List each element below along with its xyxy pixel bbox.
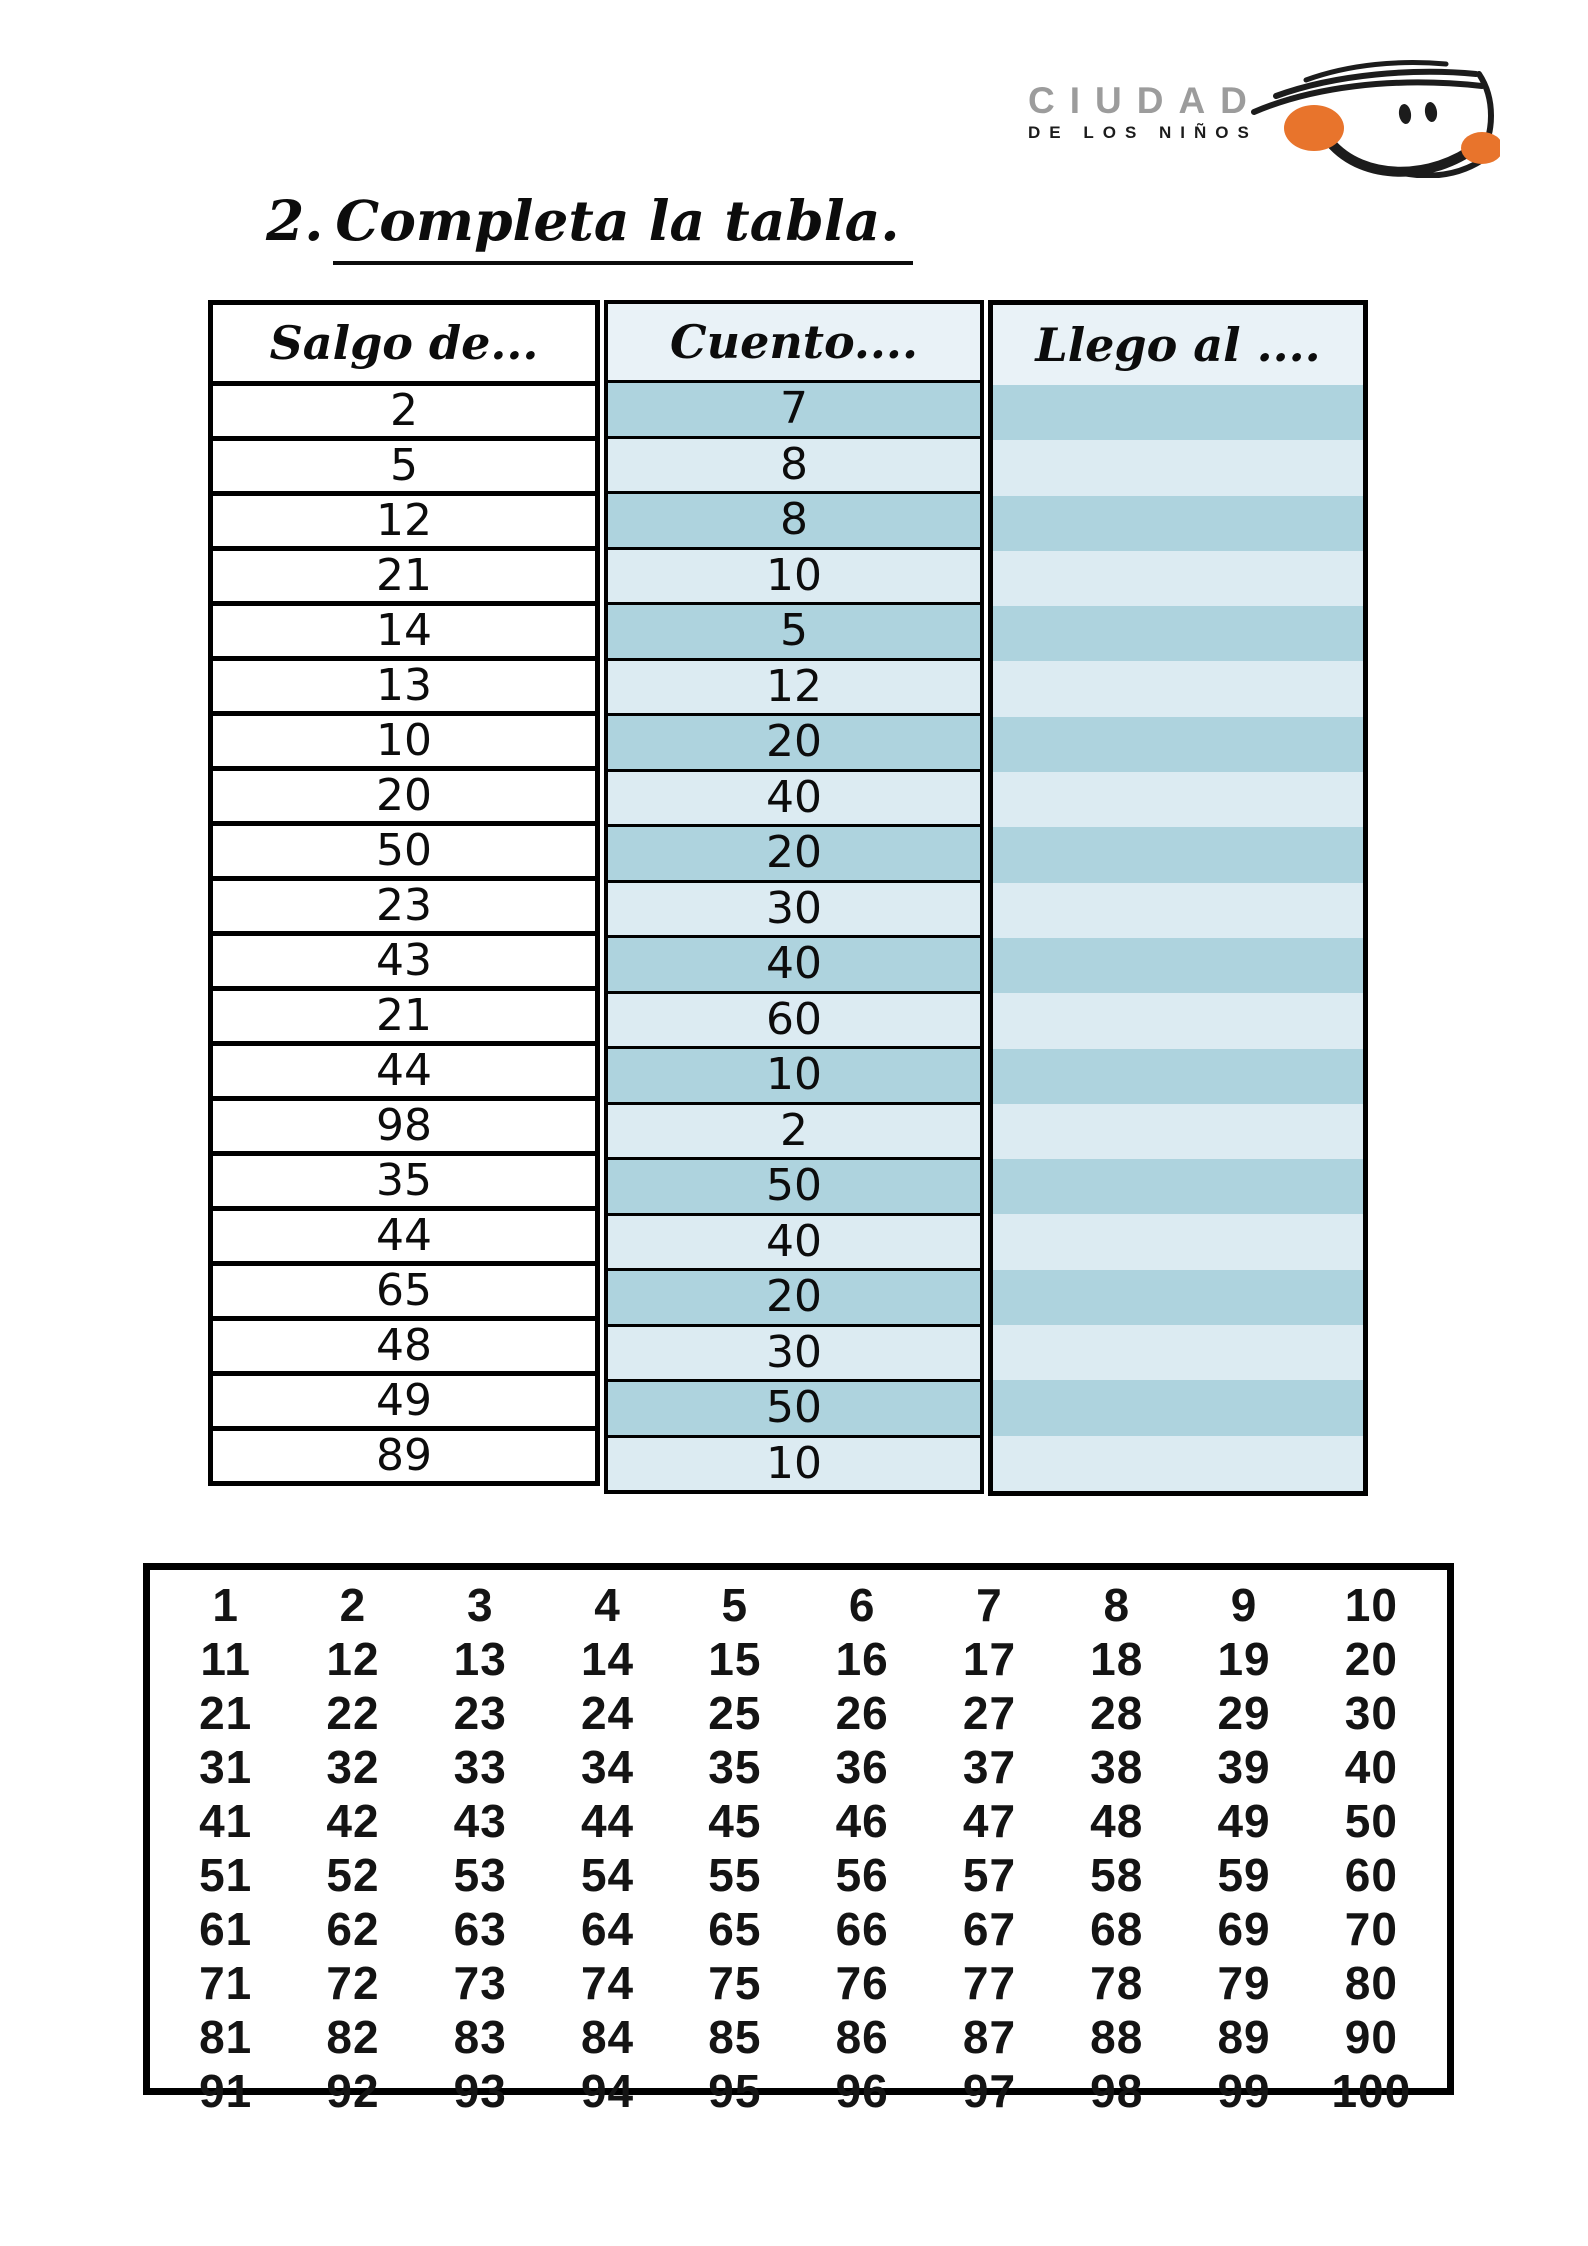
column-llego — [988, 300, 1368, 1496]
llego-blank-cell — [993, 385, 1363, 440]
grid-number: 83 — [453, 2011, 507, 2063]
cuento-cell: 40 — [608, 1216, 980, 1272]
grid-number: 86 — [835, 2011, 889, 2063]
grid-number: 49 — [1217, 1795, 1271, 1847]
logo-text — [1028, 52, 1262, 141]
grid-number: 78 — [1090, 1957, 1144, 2009]
grid-number: 59 — [1217, 1849, 1271, 1901]
grid-number: 52 — [326, 1849, 380, 1901]
cuento-cell: 12 — [608, 661, 980, 717]
grid-number: 56 — [835, 1849, 889, 1901]
grid-number: 21 — [199, 1687, 253, 1739]
llego-blank-cell — [993, 1214, 1363, 1269]
grid-number: 19 — [1217, 1633, 1271, 1685]
column-salgo-body — [213, 386, 595, 1481]
title-text: Completa la tabla. — [333, 188, 913, 265]
grid-number: 96 — [835, 2065, 889, 2117]
llego-blank-cell — [993, 1436, 1363, 1491]
grid-number: 62 — [326, 1903, 380, 1955]
grid-number: 95 — [708, 2065, 762, 2117]
llego-blank-cell — [993, 1159, 1363, 1214]
grid-number: 29 — [1217, 1687, 1271, 1739]
cuento-cell: 5 — [608, 605, 980, 661]
grid-number: 58 — [1090, 1849, 1144, 1901]
grid-number: 44 — [580, 1795, 635, 1847]
salgo-cell: 21 — [213, 551, 595, 606]
llego-blank-cell — [993, 496, 1363, 551]
grid-number: 16 — [835, 1633, 889, 1685]
grid-number: 92 — [326, 2065, 380, 2117]
grid-number: 50 — [1344, 1795, 1398, 1847]
salgo-cell: 65 — [213, 1266, 595, 1321]
salgo-cell: 43 — [213, 936, 595, 991]
grid-number: 72 — [326, 1957, 380, 2009]
llego-blank-cell — [993, 1325, 1363, 1380]
salgo-cell: 44 — [213, 1046, 595, 1101]
page-title — [266, 188, 913, 265]
grid-number: 31 — [199, 1741, 253, 1793]
cuento-cell: 50 — [608, 1382, 980, 1438]
grid-number: 76 — [835, 1957, 889, 2009]
grid-number: 89 — [1217, 2011, 1271, 2063]
llego-blank-cell — [993, 1380, 1363, 1435]
grid-number: 60 — [1344, 1849, 1398, 1901]
llego-blank-cell — [993, 772, 1363, 827]
grid-number: 28 — [1090, 1687, 1144, 1739]
grid-number: 79 — [1217, 1957, 1271, 2009]
grid-number: 80 — [1344, 1957, 1398, 2009]
grid-number: 51 — [199, 1849, 253, 1901]
salgo-cell: 98 — [213, 1101, 595, 1156]
salgo-cell: 49 — [213, 1376, 595, 1431]
grid-number: 1 — [212, 1579, 239, 1631]
llego-blank-cell — [993, 883, 1363, 938]
cuento-cell: 10 — [608, 550, 980, 606]
grid-number: 84 — [580, 2011, 635, 2063]
grid-number: 61 — [199, 1903, 253, 1955]
grid-number: 33 — [453, 1741, 507, 1793]
grid-number: 74 — [580, 1957, 635, 2009]
grid-number: 90 — [1344, 2011, 1398, 2063]
llego-blank-cell — [993, 717, 1363, 772]
grid-number: 47 — [962, 1795, 1017, 1847]
grid-number: 26 — [835, 1687, 889, 1739]
cuento-cell: 20 — [608, 827, 980, 883]
llego-blank-cell — [993, 1049, 1363, 1104]
cuento-cell: 20 — [608, 716, 980, 772]
grid-number: 6 — [848, 1579, 876, 1631]
grid-number: 63 — [453, 1903, 507, 1955]
grid-number: 91 — [199, 2065, 253, 2117]
salgo-cell: 13 — [213, 661, 595, 716]
salgo-cell: 5 — [213, 441, 595, 496]
llego-blank-cell — [993, 551, 1363, 606]
grid-number: 48 — [1090, 1795, 1144, 1847]
grid-number: 42 — [326, 1795, 380, 1847]
column-cuento-body — [608, 383, 980, 1490]
grid-number: 40 — [1344, 1741, 1398, 1793]
grid-number: 85 — [708, 2011, 762, 2063]
grid-number: 69 — [1217, 1903, 1271, 1955]
grid-number: 68 — [1090, 1903, 1144, 1955]
cuento-cell: 40 — [608, 938, 980, 994]
cuento-cell: 30 — [608, 883, 980, 939]
cuento-cell: 8 — [608, 494, 980, 550]
grid-number: 36 — [835, 1741, 889, 1793]
grid-number: 64 — [580, 1903, 635, 1955]
llego-blank-cell — [993, 993, 1363, 1048]
grid-number: 24 — [580, 1687, 635, 1739]
llego-blank-cell — [993, 1104, 1363, 1159]
grid-number: 100 — [1331, 2065, 1412, 2117]
llego-blank-cell — [993, 661, 1363, 716]
grid-number: 9 — [1230, 1579, 1258, 1631]
salgo-cell: 23 — [213, 881, 595, 936]
grid-number: 77 — [962, 1957, 1017, 2009]
grid-number: 8 — [1103, 1579, 1131, 1631]
grid-number: 70 — [1344, 1903, 1398, 1955]
grid-number: 34 — [580, 1741, 635, 1793]
logo — [1028, 52, 1500, 178]
salgo-cell: 14 — [213, 606, 595, 661]
grid-number: 4 — [594, 1579, 621, 1631]
grid-number: 32 — [326, 1741, 380, 1793]
llego-blank-cell — [993, 606, 1363, 661]
grid-number: 81 — [199, 2011, 253, 2063]
grid-number: 97 — [962, 2065, 1017, 2117]
llego-blank-cell — [993, 938, 1363, 993]
grid-number: 88 — [1090, 2011, 1144, 2063]
grid-number: 5 — [721, 1579, 749, 1631]
grid-number: 57 — [962, 1849, 1017, 1901]
grid-number: 38 — [1090, 1741, 1144, 1793]
grid-number: 2 — [339, 1579, 367, 1631]
grid-number: 75 — [708, 1957, 762, 2009]
grid-number: 41 — [199, 1795, 253, 1847]
grid-number: 22 — [326, 1687, 380, 1739]
llego-blank-cell — [993, 1270, 1363, 1325]
llego-blank-cell — [993, 827, 1363, 882]
salgo-cell: 50 — [213, 826, 595, 881]
column-salgo — [208, 300, 600, 1486]
column-header-salgo: Salgo de... — [213, 305, 595, 386]
grid-number: 54 — [580, 1849, 635, 1901]
salgo-cell: 2 — [213, 386, 595, 441]
cuento-cell: 20 — [608, 1271, 980, 1327]
grid-number: 37 — [962, 1741, 1017, 1793]
cuento-cell: 40 — [608, 772, 980, 828]
grid-number: 73 — [453, 1957, 507, 2009]
grid-number: 65 — [708, 1903, 762, 1955]
column-header-cuento: Cuento.... — [608, 304, 980, 383]
column-cuento — [604, 300, 984, 1494]
cuento-cell: 50 — [608, 1160, 980, 1216]
column-header-llego: Llego al .... — [993, 305, 1363, 385]
llego-blank-cell — [993, 440, 1363, 495]
grid-number: 15 — [708, 1633, 762, 1685]
salgo-cell: 44 — [213, 1211, 595, 1266]
grid-number: 94 — [580, 2065, 635, 2117]
grid-number: 27 — [962, 1687, 1017, 1739]
cuento-cell: 10 — [608, 1049, 980, 1105]
grid-number: 67 — [962, 1903, 1017, 1955]
grid-number: 13 — [453, 1633, 507, 1685]
grid-number: 82 — [326, 2011, 380, 2063]
hundred-chart — [143, 1563, 1454, 2117]
grid-number: 43 — [453, 1795, 507, 1847]
grid-number: 46 — [835, 1795, 889, 1847]
grid-number: 66 — [835, 1903, 889, 1955]
grid-number: 35 — [708, 1741, 762, 1793]
grid-number: 30 — [1344, 1687, 1398, 1739]
salgo-cell: 20 — [213, 771, 595, 826]
salgo-cell: 35 — [213, 1156, 595, 1211]
grid-number: 87 — [962, 2011, 1017, 2063]
cuento-cell: 30 — [608, 1327, 980, 1383]
grid-number: 39 — [1217, 1741, 1271, 1793]
salgo-cell: 89 — [213, 1431, 595, 1481]
grid-number: 25 — [708, 1687, 762, 1739]
grid-number: 3 — [466, 1579, 494, 1631]
salgo-cell: 12 — [213, 496, 595, 551]
grid-number: 18 — [1090, 1633, 1144, 1685]
grid-number: 45 — [708, 1795, 762, 1847]
grid-number: 55 — [708, 1849, 762, 1901]
grid-number: 99 — [1217, 2065, 1271, 2117]
grid-number: 12 — [326, 1633, 380, 1685]
cuento-cell: 8 — [608, 439, 980, 495]
cuento-cell: 60 — [608, 994, 980, 1050]
salgo-cell: 21 — [213, 991, 595, 1046]
child-face-icon — [1248, 52, 1500, 178]
cuento-cell: 10 — [608, 1438, 980, 1491]
grid-number: 7 — [976, 1579, 1003, 1631]
salgo-cell: 10 — [213, 716, 595, 771]
grid-number: 53 — [453, 1849, 507, 1901]
grid-number: 11 — [200, 1633, 251, 1685]
title-number: 2. — [266, 188, 324, 253]
hundred-chart-grid — [150, 1570, 1447, 2117]
grid-number: 93 — [453, 2065, 507, 2117]
grid-number: 14 — [580, 1633, 635, 1685]
grid-number: 23 — [453, 1687, 507, 1739]
logo-title: CIUDAD — [1028, 80, 1262, 121]
grid-number: 98 — [1090, 2065, 1144, 2117]
cuento-cell: 7 — [608, 383, 980, 439]
grid-number: 17 — [962, 1633, 1017, 1685]
grid-number: 10 — [1344, 1579, 1398, 1631]
grid-number: 20 — [1344, 1633, 1398, 1685]
grid-number: 71 — [199, 1957, 253, 2009]
cuento-cell: 2 — [608, 1105, 980, 1161]
salgo-cell: 48 — [213, 1321, 595, 1376]
logo-subtitle: DE LOS NIÑOS — [1028, 123, 1258, 142]
